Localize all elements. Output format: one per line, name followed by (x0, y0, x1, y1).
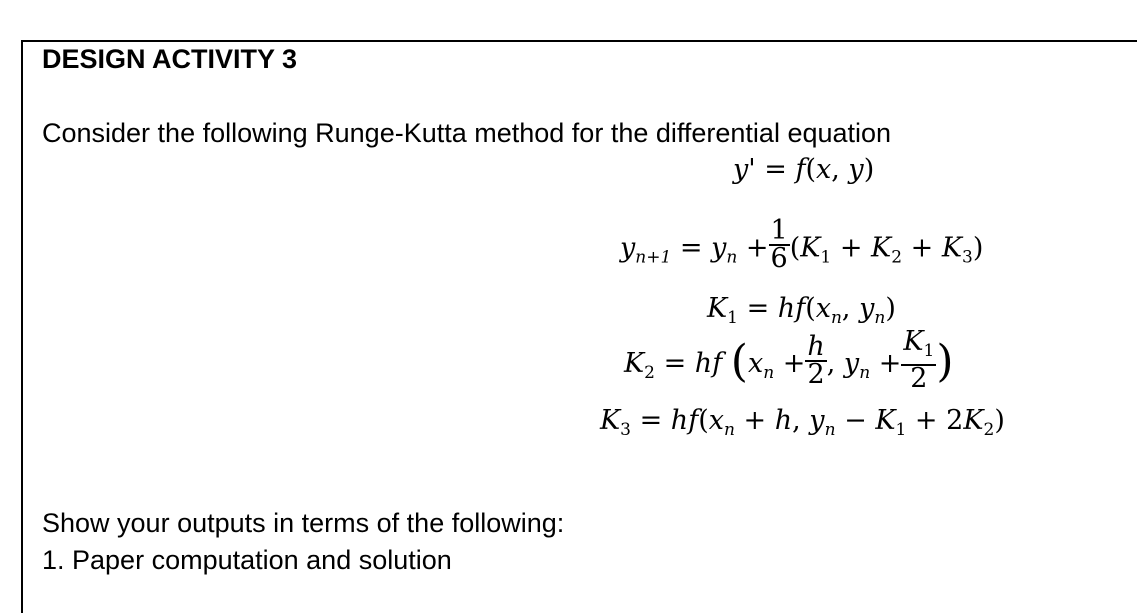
ode-equation: y' = f(x, y) (733, 154, 875, 185)
eq-k2: $K_2$ = hf ($x_n$ + $\frac{h}{2}$ , $y_n$ + $\frac{K_1}{2}$ ) (624, 326, 954, 394)
intro-text: Consider the following Runge-Kutta method for the differential equation (42, 118, 892, 148)
eq-y-next: $y_{n+1} = y_n$ + $\frac{1}{6}$ $(K_1 + K_2 + K_3)$ (620, 215, 984, 274)
eq-k1: $K_1 = hf(x_n$, $y_n$) (707, 293, 896, 328)
outputs-item-1: 1. Paper computation and solution (42, 545, 452, 575)
activity-title: DESIGN ACTIVITY 3 (42, 44, 298, 74)
outputs-heading: Show your outputs in terms of the following: (42, 508, 565, 538)
eq-k3: $K_3 = hf(x_n + h$, $y_n - K_1 + 2K_2$) (600, 405, 1005, 440)
